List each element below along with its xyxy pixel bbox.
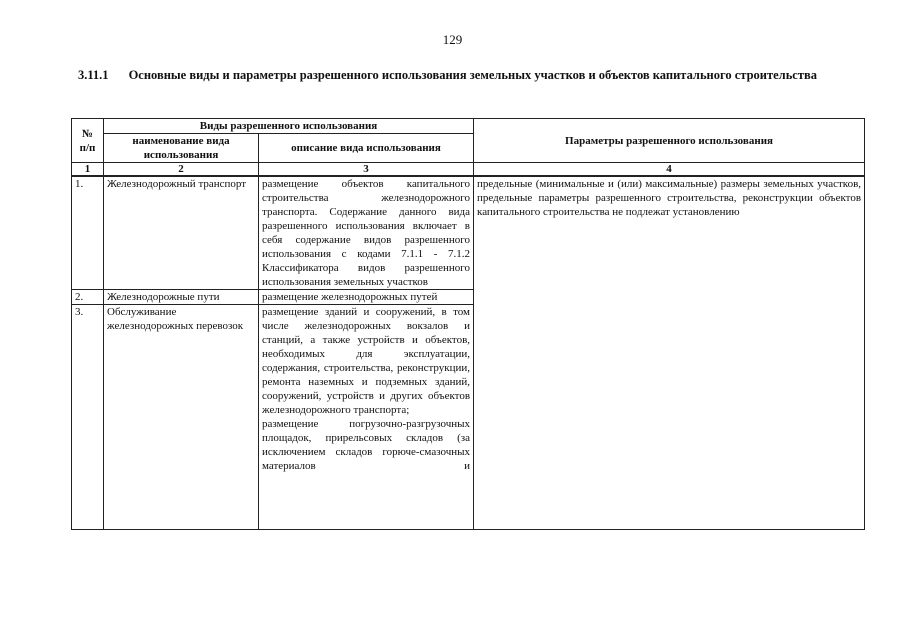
row-description-cell xyxy=(259,305,474,530)
row-params: предельные (минимальные и (или) максимальные) размеры земельных участков, предельные параметры разрешенного строительства, реконструкции объектов капитального строительства не подлежат установлению xyxy=(474,176,865,530)
row-num: 1. xyxy=(72,176,104,290)
header-row-group xyxy=(72,119,865,134)
land-use-table xyxy=(71,118,865,530)
section-heading xyxy=(78,67,860,83)
section-number: 3.11.1 xyxy=(78,68,109,82)
row-num: 3. xyxy=(72,305,104,530)
header-index-row xyxy=(72,163,865,177)
header-description: описание вида использования xyxy=(259,134,474,163)
table-row xyxy=(72,176,865,290)
row-name: Железнодорожный транспорт xyxy=(104,176,259,290)
section-title: Основные виды и параметры разрешенного использования земельных участков и объектов капитального строительства xyxy=(128,68,817,82)
page-number: 129 xyxy=(442,32,463,47)
index-cell: 2 xyxy=(104,163,259,177)
header-num: № п/п xyxy=(72,119,104,163)
row-name: Обслуживание железнодорожных перевозок xyxy=(104,305,259,530)
row-num: 2. xyxy=(72,290,104,305)
row-description: размещение объектов капитального строительства железнодорожного транспорта. Содержание данного вида разрешенного использования включает в себя содержание видов разрешенного использования с кодами 7.1.1 - 7.1.2 Классификатора видов разрешенного использования земельных участков xyxy=(259,176,474,290)
header-name: наименование вида использования xyxy=(104,134,259,163)
index-cell: 4 xyxy=(474,163,865,177)
header-params: Параметры разрешенного использования xyxy=(474,119,865,163)
header-group: Виды разрешенного использования xyxy=(104,119,474,134)
row-description: размещение железнодорожных путей xyxy=(259,290,474,305)
index-cell: 3 xyxy=(259,163,474,177)
row-description-continued: размещение погрузочно-разгрузочных площадок, прирельсовых складов (за исключением складов горюче-смазочных материалов и xyxy=(262,418,471,472)
row-description: размещение зданий и сооружений, в том числе железнодорожных вокзалов и станций, а также устройств и объектов, необходимых для эксплуатации, содержания, строительства, реконструкции, ремонта наземных и подземных зданий, сооружений, устройств и других объектов железнодорожного транспорта; xyxy=(262,306,471,416)
index-cell: 1 xyxy=(72,163,104,177)
row-name: Железнодорожные пути xyxy=(104,290,259,305)
